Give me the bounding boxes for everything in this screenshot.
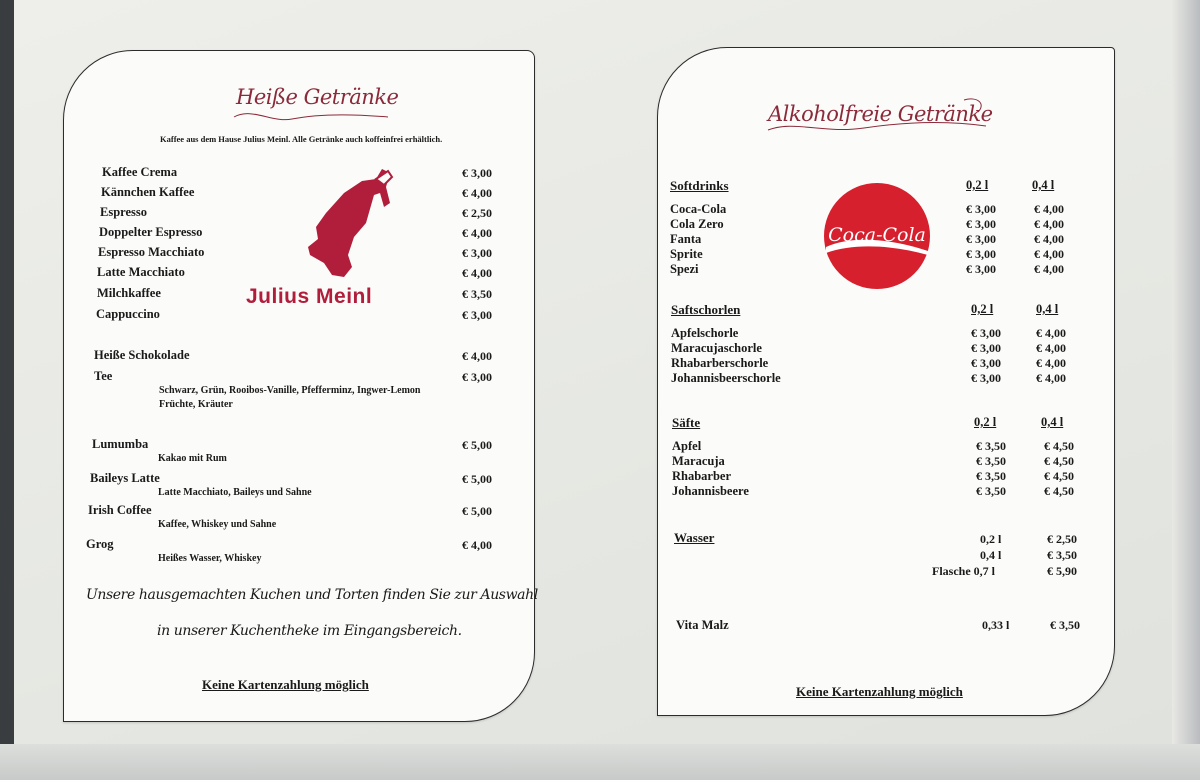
drink-price-small: € 3,00 bbox=[966, 202, 996, 216]
menu-card-soft-drinks bbox=[657, 47, 1115, 716]
drink-name: Johannisbeere bbox=[672, 484, 749, 498]
vita-malz-price: € 3,50 bbox=[1050, 618, 1080, 632]
special-item-name: Irish Coffee bbox=[88, 503, 152, 517]
drink-price-small: € 3,50 bbox=[976, 484, 1006, 498]
menu-item-price: € 4,00 bbox=[462, 266, 492, 280]
drink-price-small: € 3,00 bbox=[971, 371, 1001, 385]
size-header-small: 0,2 l bbox=[966, 178, 989, 192]
drink-price-large: € 4,00 bbox=[1034, 247, 1064, 261]
menu-item-name: Espresso Macchiato bbox=[98, 245, 205, 259]
drink-name: Maracujaschorle bbox=[671, 341, 762, 355]
drink-price-large: € 4,50 bbox=[1044, 439, 1074, 453]
special-item-name: Baileys Latte bbox=[90, 471, 160, 485]
size-header-small: 0,2 l bbox=[974, 415, 997, 429]
drink-price-small: € 3,50 bbox=[976, 469, 1006, 483]
menu-item-name: Milchkaffee bbox=[97, 286, 161, 300]
drink-price-large: € 4,50 bbox=[1044, 484, 1074, 498]
section-title-saftschorlen: Saftschorlen bbox=[671, 302, 741, 317]
special-item-description: Kaffee, Whiskey und Sahne bbox=[158, 519, 277, 530]
drink-name: Rhabarber bbox=[672, 469, 732, 483]
drink-name: Apfelschorle bbox=[671, 326, 739, 340]
drink-price-small: € 3,00 bbox=[966, 232, 996, 246]
size-header-small: 0,2 l bbox=[971, 302, 994, 316]
menu-card-hot-drinks bbox=[63, 50, 538, 722]
drink-price-small: € 3,00 bbox=[971, 326, 1001, 340]
water-price: € 3,50 bbox=[1047, 548, 1077, 562]
special-item-description: Latte Macchiato, Baileys und Sahne bbox=[158, 487, 312, 498]
size-header-large: 0,4 l bbox=[1036, 302, 1059, 316]
background-left-edge bbox=[0, 0, 14, 780]
menu-item-price: € 3,00 bbox=[462, 308, 492, 322]
drink-price-small: € 3,00 bbox=[971, 356, 1001, 370]
special-item-name: Grog bbox=[86, 537, 114, 551]
drink-name: Rhabarberschorle bbox=[671, 356, 769, 370]
special-item-description: Heißes Wasser, Whiskey bbox=[158, 553, 262, 564]
drink-price-small: € 3,00 bbox=[966, 217, 996, 231]
menu-item-price: € 4,00 bbox=[462, 186, 492, 200]
drink-name: Fanta bbox=[670, 232, 702, 246]
water-price: € 2,50 bbox=[1047, 532, 1077, 546]
drink-name: Maracuja bbox=[672, 454, 725, 468]
special-item-price: € 5,00 bbox=[462, 438, 492, 452]
drink-name: Coca-Cola bbox=[670, 202, 727, 216]
section-title-saefte: Säfte bbox=[672, 415, 701, 430]
vita-malz-size: 0,33 l bbox=[982, 618, 1010, 632]
cake-note-line-1: Unsere hausgemachten Kuchen und Torten finden Sie zur Auswahl bbox=[86, 587, 538, 603]
julius-meinl-logo-icon bbox=[304, 163, 394, 281]
special-item-name: Lumumba bbox=[92, 437, 149, 451]
drink-price-large: € 4,00 bbox=[1036, 326, 1066, 340]
drink-price-large: € 4,50 bbox=[1044, 469, 1074, 483]
vita-malz-name: Vita Malz bbox=[676, 618, 729, 632]
drink-price-large: € 4,00 bbox=[1036, 356, 1066, 370]
menu-item-price: € 3,00 bbox=[462, 166, 492, 180]
section-title-softdrinks: Softdrinks bbox=[670, 178, 729, 193]
special-item-description: Kakao mit Rum bbox=[158, 453, 227, 464]
julius-meinl-logo-text: Julius Meinl bbox=[246, 285, 373, 308]
hot-drinks-subtitle: Kaffee aus dem Hause Julius Meinl. Alle Getränke auch koffeinfrei erhältlich. bbox=[160, 134, 443, 144]
tee-description-line-2: Früchte, Kräuter bbox=[159, 399, 233, 410]
drink-price-large: € 4,00 bbox=[1034, 262, 1064, 276]
title-flourish bbox=[764, 90, 990, 134]
water-size: 0,2 l bbox=[980, 532, 1002, 546]
special-item-price: € 5,00 bbox=[462, 472, 492, 486]
drink-name: Spezi bbox=[670, 262, 699, 276]
drink-price-small: € 3,00 bbox=[966, 262, 996, 276]
menu-item-name: Doppelter Espresso bbox=[99, 225, 203, 239]
drink-price-large: € 4,00 bbox=[1034, 217, 1064, 231]
left-footer-no-card-payment: Keine Kartenzahlung möglich bbox=[202, 677, 369, 692]
menu-item-name: Heiße Schokolade bbox=[94, 348, 190, 362]
drink-name: Apfel bbox=[672, 439, 702, 453]
water-size: Flasche 0,7 l bbox=[932, 564, 995, 578]
menu-item-name: Latte Macchiato bbox=[97, 265, 185, 279]
special-item-price: € 5,00 bbox=[462, 504, 492, 518]
menu-item-price: € 3,00 bbox=[462, 370, 492, 384]
water-size: 0,4 l bbox=[980, 548, 1002, 562]
soft-drinks-title: Alkoholfreie Getränke bbox=[768, 102, 993, 126]
menu-item-name: Kaffee Crema bbox=[102, 165, 178, 179]
drink-price-large: € 4,00 bbox=[1036, 341, 1066, 355]
menu-item-name: Kännchen Kaffee bbox=[101, 185, 195, 199]
coca-cola-logo-icon bbox=[822, 181, 932, 291]
menu-item-name: Cappuccino bbox=[96, 307, 160, 321]
menu-item-name: Tee bbox=[94, 369, 113, 383]
drink-price-large: € 4,50 bbox=[1044, 454, 1074, 468]
size-header-large: 0,4 l bbox=[1041, 415, 1064, 429]
menu-item-price: € 3,00 bbox=[462, 246, 492, 260]
drink-price-small: € 3,50 bbox=[976, 454, 1006, 468]
section-title-wasser: Wasser bbox=[674, 530, 715, 545]
size-header-large: 0,4 l bbox=[1032, 178, 1055, 192]
special-item-price: € 4,00 bbox=[462, 538, 492, 552]
drink-name: Johannisbeerschorle bbox=[671, 371, 781, 385]
cake-note-line-2: in unserer Kuchentheke im Eingangsbereich. bbox=[157, 623, 462, 639]
water-price: € 5,90 bbox=[1047, 564, 1077, 578]
right-footer-no-card-payment: Keine Kartenzahlung möglich bbox=[796, 684, 963, 699]
title-flourish bbox=[232, 89, 392, 123]
drink-name: Sprite bbox=[670, 247, 703, 261]
background-right-edge bbox=[1172, 0, 1200, 780]
hot-drinks-title: Heiße Getränke bbox=[236, 85, 399, 109]
drink-price-small: € 3,50 bbox=[976, 439, 1006, 453]
drink-name: Cola Zero bbox=[670, 217, 724, 231]
drink-price-large: € 4,00 bbox=[1034, 202, 1064, 216]
tee-description-line-1: Schwarz, Grün, Rooibos-Vanille, Pfefferminz, Ingwer-Lemon bbox=[159, 385, 421, 396]
coca-cola-logo-text: Coca-Cola bbox=[828, 224, 926, 246]
drink-price-small: € 3,00 bbox=[971, 341, 1001, 355]
drink-price-large: € 4,00 bbox=[1036, 371, 1066, 385]
menu-item-name: Espresso bbox=[100, 205, 148, 219]
menu-item-price: € 3,50 bbox=[462, 287, 492, 301]
menu-item-price: € 2,50 bbox=[462, 206, 492, 220]
drink-price-small: € 3,00 bbox=[966, 247, 996, 261]
background-bottom-edge bbox=[0, 744, 1200, 780]
drink-price-large: € 4,00 bbox=[1034, 232, 1064, 246]
menu-item-price: € 4,00 bbox=[462, 349, 492, 363]
menu-item-price: € 4,00 bbox=[462, 226, 492, 240]
